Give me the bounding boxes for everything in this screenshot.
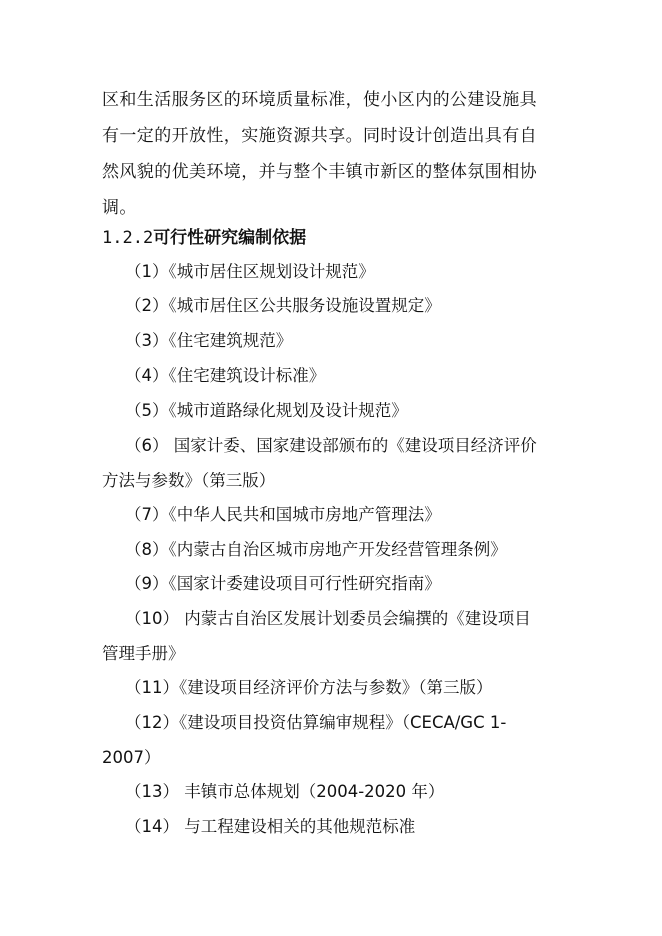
reference-line: （8）《内蒙古自治区城市房地产开发经营管理条例》 (125, 540, 507, 559)
reference-item-3 (102, 323, 292, 358)
intro-line: 区和生活服务区的环境质量标准，使小区内的公建设施具 (102, 90, 537, 110)
reference-item-10 (102, 601, 531, 671)
reference-line: （7）《中华人民共和国城市房地产管理法》 (125, 505, 441, 524)
reference-item-2 (102, 288, 441, 323)
reference-line: （4）《住宅建筑设计标准》 (125, 366, 326, 385)
reference-line: （9）《国家计委建设项目可行性研究指南》 (125, 574, 441, 593)
reference-line: 2007） (102, 748, 161, 767)
reference-line: （13） 丰镇市总体规划（2004-2020 年） (125, 782, 445, 801)
reference-line: （14） 与工程建设相关的其他规范标准 (125, 817, 416, 836)
reference-line: （5）《城市道路绿化规划及设计规范》 (125, 401, 408, 420)
reference-item-11 (102, 670, 493, 705)
reference-line: （6） 国家计委、国家建设部颁布的《建设项目经济评价 (125, 436, 537, 455)
reference-item-4 (102, 358, 325, 393)
intro-line: 调。 (102, 198, 137, 218)
reference-item-1 (102, 254, 375, 289)
reference-item-7 (102, 497, 441, 532)
section-heading (102, 220, 306, 256)
reference-line: （11）《建设项目经济评价方法与参数》（第三版） (125, 678, 493, 697)
reference-line: （10） 内蒙古自治区发展计划委员会编撰的《建设项目 (125, 609, 531, 628)
reference-line: （1）《城市居住区规划设计规范》 (125, 262, 375, 281)
reference-item-9 (102, 566, 441, 601)
section-number: 1.2.2 (102, 228, 154, 248)
reference-line: （2）《城市居住区公共服务设施设置规定》 (125, 296, 441, 315)
reference-line: 方法与参数》（第三版） (102, 471, 276, 490)
reference-item-8 (102, 532, 507, 567)
intro-line: 有一定的开放性，实施资源共享。同时设计创造出具有自 (102, 126, 537, 146)
reference-line: 管理手册》 (102, 644, 185, 663)
reference-item-6 (102, 428, 537, 498)
section-title: 可行性研究编制依据 (153, 228, 307, 248)
reference-item-13 (102, 774, 444, 809)
reference-item-14 (102, 809, 415, 844)
reference-item-5 (102, 393, 408, 428)
intro-paragraph (102, 82, 562, 226)
reference-line: （12）《建设项目投资估算编审规程》（CECA/GC 1- (125, 713, 507, 732)
reference-line: （3）《住宅建筑规范》 (125, 331, 293, 350)
intro-line: 然风貌的优美环境，并与整个丰镇市新区的整体氛围相协 (102, 162, 537, 182)
reference-item-12 (102, 705, 506, 775)
